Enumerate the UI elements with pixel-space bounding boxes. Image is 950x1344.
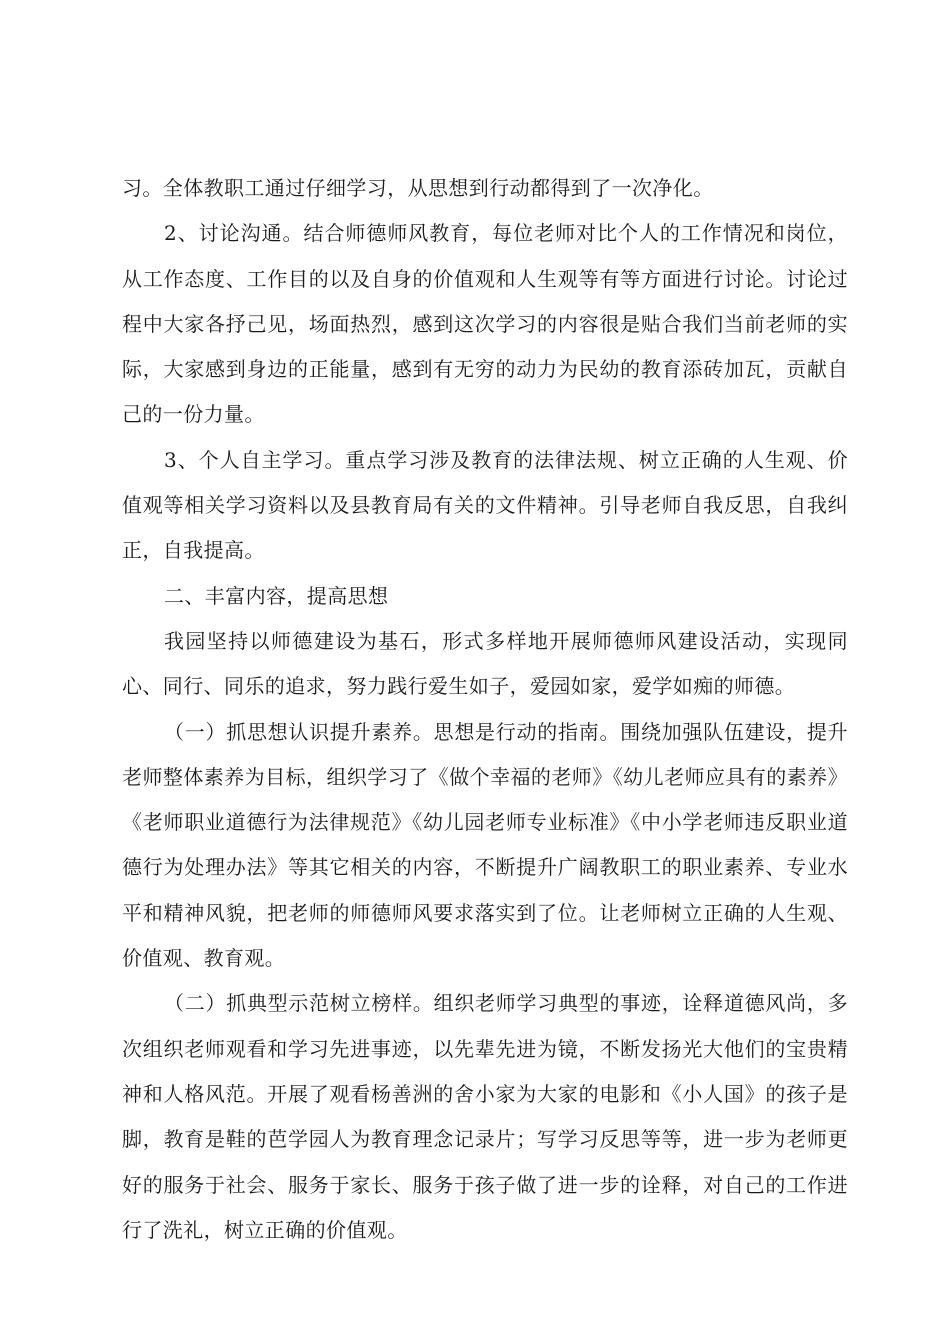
paragraph-foundation: 我园坚持以师德建设为基石，形式多样地开展师德师风建设活动，实现同心、同行、同乐的追求，努力践行爱生如子，爱园如家，爱学如痴的师德。 — [122, 628, 848, 699]
paragraph-continuation: 习。全体教职工通过仔细学习，从思想到行动都得到了一次净化。 — [122, 176, 714, 200]
paragraph-discussion: 2、讨论沟通。结合师德师风教育，每位老师对比个人的工作情况和岗位，从工作态度、工作目的以及自身的价值观和人生观等有等方面进行讨论。讨论过程中大家各抒己见，场面热烈，感到这次学习的内容很是贴合我们当前老师的实际，大家感到身边的正能量，感到有无穷的动力为民幼的教育添砖加瓦，贡献自己的一份力量。 — [122, 221, 848, 427]
paragraph-ideological-awareness: （一）抓思想认识提升素养。思想是行动的指南。围绕加强队伍建设，提升老师整体素养为目标，组织学习了《做个幸福的老师》《幼儿老师应具有的素养》《老师职业道德行为法律规范》《幼儿园老师专业标准》《中小学老师违反职业道德行为处理办法》等其它相关的内容，不断提升广阔教职工的职业素养、专业水平和精神风貌，把老师的师德师风要求落实到了位。让老师树立正确的人生观、价值观、教育观。 — [122, 719, 848, 971]
document-body — [122, 166, 848, 1253]
paragraph-self-study: 3、个人自主学习。重点学习涉及教育的法律法规、树立正确的人生观、价值观等相关学习资料以及县教育局有关的文件精神。引导老师自我反思，自我纠正，自我提高。 — [122, 447, 848, 563]
paragraph-role-models: （二）抓典型示范树立榜样。组织老师学习典型的事迹，诠释道德风尚，多次组织老师观看和学习先进事迹，以先辈先进为镜，不断发扬光大他们的宝贵精神和人格风范。开展了观看杨善洲的舍小家为大家的电影和《小人国》的孩子是脚，教育是鞋的芭学园人为教育理念记录片；写学习反思等等，进一步为老师更好的服务于社会、服务于家长、服务于孩子做了进一步的诠释，对自己的工作进行了洗礼，树立正确的价值观。 — [122, 991, 848, 1242]
section-heading-enrich-content: 二、丰富内容，提高思想 — [164, 583, 389, 608]
